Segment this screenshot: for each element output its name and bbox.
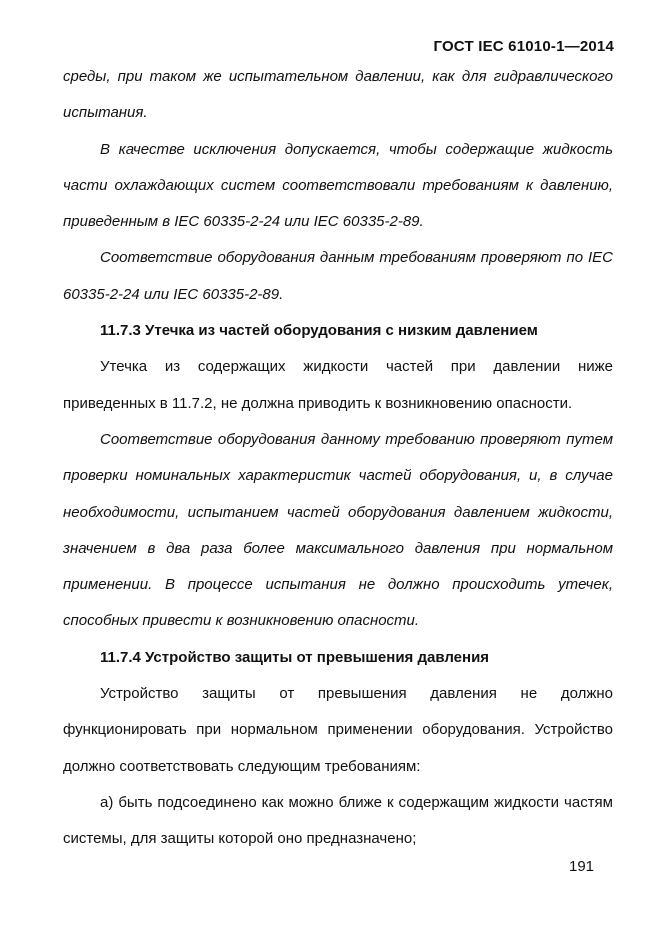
list-item-a: а) быть подсоединено как можно ближе к содержащим жидкости частям системы, для защиты которой оно предназначено;	[63, 793, 613, 848]
section-heading-11-7-3: 11.7.3 Утечка из частей оборудования с низким давлением	[100, 322, 538, 340]
document-body	[63, 59, 613, 858]
paragraph-continuation: среды, при таком же испытательном давлении, как для гидравлического испытания.	[63, 68, 613, 122]
paragraph-compliance-check: Соответствие оборудования данным требованиям проверяют по IEC 60335-2-24 или IEC 60335-2-89.	[63, 249, 613, 303]
paragraph-leakage-compliance: Соответствие оборудования данному требованию проверяют путем проверки номинальных характеристик частей оборудования, и, в случае необходимости, испытанием частей оборудования давлением жидкости, значением в два раза более максимального давления при нормальном применении. В процессе испытания не должно происходить утечек, способных привести к возникновению опасности.	[63, 430, 613, 630]
paragraph-exception: В качестве исключения допускается, чтобы содержащие жидкость части охлаждающих систем соответствовали требованиям к давлению, приведенным в IEC 60335-2-24 или IEC 60335-2-89.	[63, 140, 613, 231]
document-code-header: ГОСТ IEC 61010-1—2014	[433, 38, 614, 55]
paragraph-leakage: Утечка из содержащих жидкости частей при давлении ниже приведенных в 11.7.2, не должна приводить к возникновению опасности.	[63, 358, 613, 412]
section-heading-11-7-4: 11.7.4 Устройство защиты от превышения давления	[100, 648, 490, 666]
paragraph-protection-device: Устройство защиты от превышения давления не должно функционировать при нормальном применении оборудования. Устройство должно соответствовать следующим требованиям:	[63, 685, 613, 775]
page-number: 191	[569, 858, 595, 875]
